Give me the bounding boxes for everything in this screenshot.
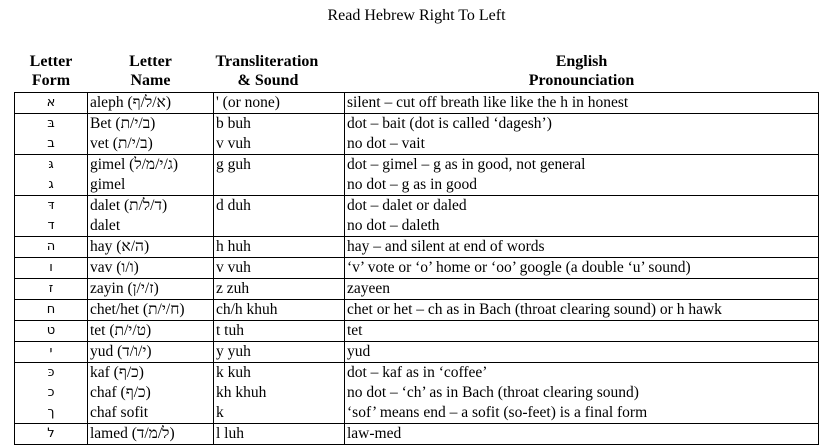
transliteration: g guh [216,156,251,173]
pronunciation: ‘v’ vote or ‘o’ home or ‘oo’ google (a double ‘u’ sound) [347,259,691,276]
letter-name: aleph (א/ל/ף) [90,94,171,111]
transliteration: v vuh [216,135,251,152]
letter-name-cell [88,279,214,300]
pronunciation: no dot – ‘ch’ as in Bach (throat clearing sound) [347,384,639,401]
letter-form: ב [47,136,55,151]
page-title: Read Hebrew Right To Left [327,7,506,24]
pronunciation-cell [345,279,819,300]
pronunciation-cell [345,155,819,196]
hebrew-alphabet-table [14,52,819,445]
letter-name-cell [88,363,214,424]
pronunciation: dot – bait (dot is called ‘dagesh’) [347,115,552,132]
header-row [15,52,819,93]
letter-name-cell [88,93,214,114]
letter-name-cell [88,237,214,258]
letter-name: gimel (ג/י/מ/ל) [90,156,179,173]
pronunciation-cell [345,424,819,445]
pronunciation: dot – kaf as in ‘coffee’ [347,364,488,381]
letter-name: zayin (ז/י/ן) [90,280,159,297]
letter-form: ח [46,302,56,317]
letter-name-cell [88,321,214,342]
pronunciation: dot – gimel – g as in good, not general [347,156,586,173]
letter-form: גּ [48,157,54,172]
pronunciation-cell [345,300,819,321]
letter-name: chet/het (ח/י/ת) [90,301,185,318]
pronunciation-cell [345,363,819,424]
header-english-pronunciation: English Pronounciation [345,52,819,93]
pronunciation: law-med [347,425,402,442]
table-row [15,342,819,363]
transliteration: h huh [216,238,251,255]
letter-name: dalet (ד/ל/ת) [90,197,168,214]
letter-name: tet (ט/י/ת) [90,322,152,339]
header-letter-name: Letter Name [88,52,214,93]
transliteration-cell [214,424,345,445]
pronunciation-cell [345,93,819,114]
letter-form: ל [47,426,55,441]
pronunciation-cell [345,114,819,155]
header-letter-form: Letter Form [15,52,88,93]
table-row [15,196,819,237]
letter-form: ך [47,405,55,420]
letter-name-cell [88,258,214,279]
table-row [15,363,819,424]
transliteration: k [216,404,224,421]
transliteration: z zuh [216,280,250,297]
letter-form: ה [46,239,56,254]
pronunciation: no dot – vait [347,135,425,152]
table-row [15,237,819,258]
letter-name: Bet (ב/י/ת) [90,115,156,132]
letter-form: כ [47,385,55,400]
letter-form: א [46,95,56,110]
letter-name: vet (ב/י/ת) [90,135,153,152]
pronunciation: silent – cut off breath like like the h in honest [347,94,629,111]
table-row [15,300,819,321]
transliteration-cell [214,363,345,424]
letter-form-cell [15,258,88,279]
pronunciation-cell [345,237,819,258]
letter-name-cell [88,300,214,321]
table-row [15,279,819,300]
transliteration: kh khuh [216,384,267,401]
letter-form: ז [48,281,54,296]
transliteration-cell [214,114,345,155]
transliteration: y yuh [216,343,251,360]
transliteration: t tuh [216,322,244,339]
transliteration: ' (or none) [216,94,280,111]
transliteration: d duh [216,197,251,214]
transliteration-cell [214,93,345,114]
transliteration: l luh [216,425,244,442]
letter-form: ד [47,218,55,233]
letter-name: chaf (כ/ף) [90,384,151,401]
transliteration-cell [214,258,345,279]
transliteration-cell [214,155,345,196]
transliteration: ch/h khuh [216,301,278,318]
transliteration: b buh [216,115,251,132]
table-row [15,424,819,445]
pronunciation-cell [345,321,819,342]
letter-name: gimel [90,176,126,193]
letter-form: כּ [47,365,55,380]
letter-form-cell [15,300,88,321]
letter-name-cell [88,114,214,155]
pronunciation-cell [345,342,819,363]
letter-form-cell [15,279,88,300]
letter-name: vav (ו/ו) [90,259,139,276]
letter-name: dalet [90,217,121,234]
letter-form-cell [15,155,88,196]
letter-name-cell [88,342,214,363]
transliteration: v vuh [216,259,251,276]
letter-form-cell [15,424,88,445]
pronunciation: yud [347,343,371,360]
pronunciation: hay – and silent at end of words [347,238,545,255]
letter-form: ו [49,260,53,275]
transliteration-cell [214,237,345,258]
letter-form-cell [15,237,88,258]
table-row [15,155,819,196]
transliteration-cell [214,279,345,300]
table-row [15,258,819,279]
letter-form: ג [48,177,54,192]
letter-form: דּ [47,198,55,213]
letter-form: י [49,344,53,359]
letter-name: yud (י/ו/ד) [90,343,152,360]
pronunciation: chet or het – ch as in Bach (throat clearing sound) or h hawk [347,301,722,318]
pronunciation: no dot – g as in good [347,176,478,193]
pronunciation-cell [345,258,819,279]
pronunciation: dot – dalet or daled [347,197,467,214]
letter-form-cell [15,363,88,424]
table-row [15,93,819,114]
letter-name-cell [88,155,214,196]
pronunciation: tet [347,322,363,339]
letter-form: בּ [47,116,55,131]
transliteration-cell [214,300,345,321]
letter-form-cell [15,196,88,237]
pronunciation: ‘sof’ means end – a sofit (so-feet) is a final form [347,404,648,421]
letter-name: chaf sofit [90,404,149,421]
transliteration-cell [214,196,345,237]
letter-form-cell [15,114,88,155]
header-transliteration: Transliteration & Sound [214,52,345,93]
pronunciation: zayeen [347,280,391,297]
transliteration-cell [214,342,345,363]
table-row [15,114,819,155]
letter-form-cell [15,93,88,114]
transliteration-cell [214,321,345,342]
letter-name: hay (ה/א) [90,238,150,255]
letter-name: lamed (ל/מ/ד) [90,425,175,442]
table-row [15,321,819,342]
letter-form-cell [15,342,88,363]
letter-name-cell [88,424,214,445]
letter-name-cell [88,196,214,237]
pronunciation: no dot – daleth [347,217,440,234]
letter-form-cell [15,321,88,342]
letter-form: ט [46,323,56,338]
transliteration: k kuh [216,364,251,381]
letter-name: kaf (כ/ף) [90,364,144,381]
pronunciation-cell [345,196,819,237]
